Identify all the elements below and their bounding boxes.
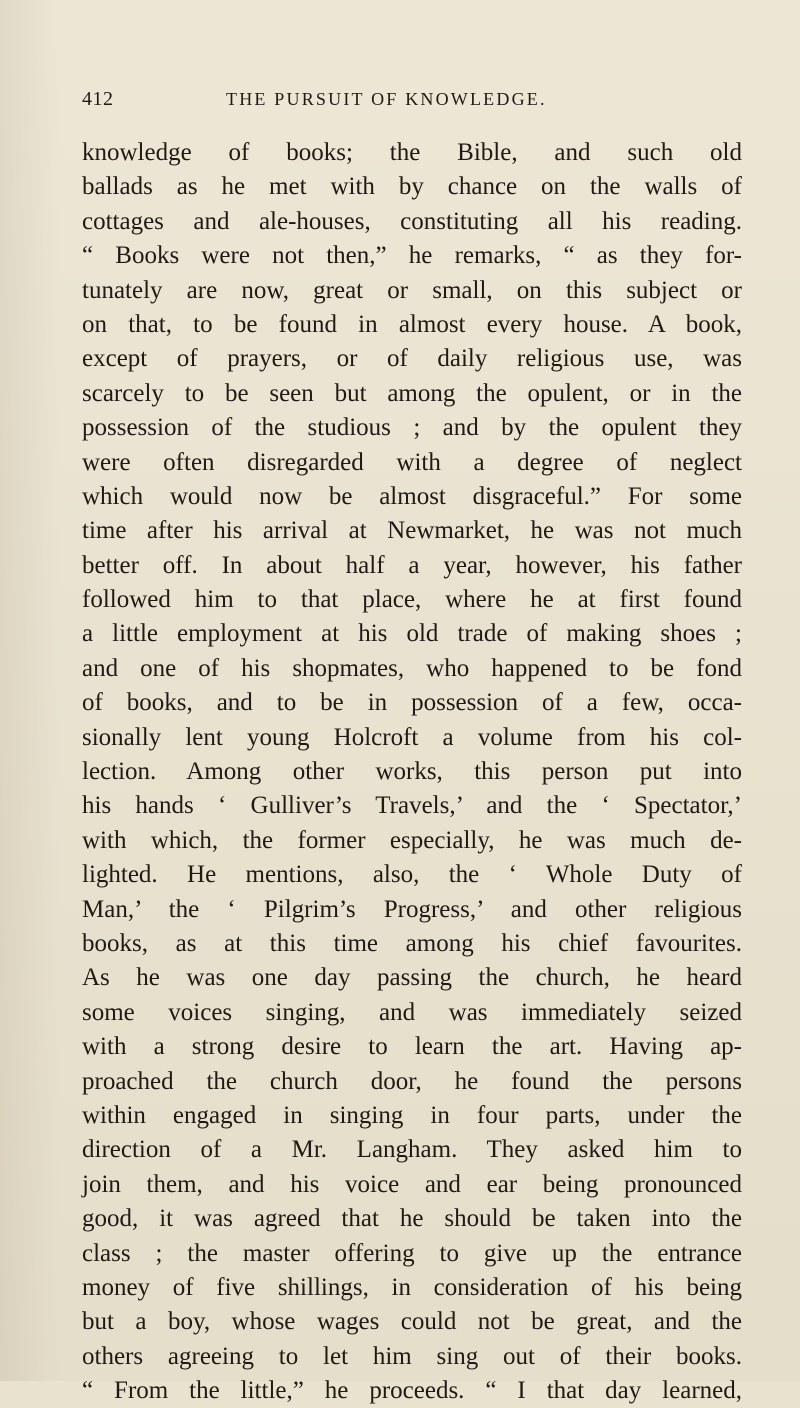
text-line: join them, and his voice and ear being pronounced bbox=[82, 1170, 742, 1198]
text-line: his hands ‘ Gulliver’s Travels,’ and the ‘ Spectator,’ bbox=[82, 792, 742, 820]
text-line: ballads as he met with by chance on the walls of bbox=[82, 173, 742, 201]
text-line: “ Books were not then,” he remarks, “ as they for- bbox=[82, 242, 742, 270]
text-line: proached the church door, he found the persons bbox=[82, 1067, 742, 1095]
text-line: tunately are now, great or small, on this subject or bbox=[82, 276, 742, 304]
text-line: time after his arrival at Newmarket, he was not much bbox=[82, 517, 742, 545]
text-line: money of five shillings, in consideration of his being bbox=[82, 1273, 742, 1301]
text-line: possession of the studious ; and by the opulent they bbox=[82, 414, 742, 442]
running-head bbox=[82, 88, 722, 118]
text-line: except of prayers, or of daily religious use, was bbox=[82, 345, 742, 373]
text-line: Man,’ the ‘ Pilgrim’s Progress,’ and other religious bbox=[82, 895, 742, 923]
text-line: but a boy, whose wages could not be great, and the bbox=[82, 1308, 742, 1336]
text-line: class ; the master offering to give up the entrance bbox=[82, 1239, 742, 1267]
text-line: scarcely to be seen but among the opulent, or in the bbox=[82, 379, 742, 407]
text-line: sionally lent young Holcroft a volume from his col- bbox=[82, 723, 742, 751]
text-line: of books, and to be in possession of a few, occa- bbox=[82, 689, 742, 717]
text-line: which would now be almost disgraceful.” For some bbox=[82, 482, 742, 510]
text-line: cottages and ale-houses, constituting all his reading. bbox=[82, 207, 742, 235]
text-line: others agreeing to let him sing out of their books. bbox=[82, 1342, 742, 1370]
text-line: knowledge of books; the Bible, and such old bbox=[82, 139, 742, 166]
text-line: direction of a Mr. Langham. They asked him to bbox=[82, 1136, 742, 1164]
text-line: with which, the former especially, he was much de- bbox=[82, 826, 742, 854]
text-line: “ From the little,” he proceeds. “ I that day learned, bbox=[82, 1377, 742, 1405]
text-line: on that, to be found in almost every house. A book, bbox=[82, 310, 742, 338]
text-line: books, as at this time among his chief favourites. bbox=[82, 929, 742, 957]
text-line: within engaged in singing in four parts, under the bbox=[82, 1101, 742, 1129]
text-line: a little employment at his old trade of making shoes ; bbox=[82, 620, 742, 648]
running-title: THE PURSUIT OF KNOWLEDGE. bbox=[226, 89, 547, 109]
page-number: 412 bbox=[82, 88, 114, 110]
text-line: some voices singing, and was immediately seized bbox=[82, 998, 742, 1026]
text-line: lection. Among other works, this person put into bbox=[82, 758, 742, 786]
text-line: As he was one day passing the church, he heard bbox=[82, 964, 742, 992]
text-line: and one of his shopmates, who happened to be fond bbox=[82, 654, 742, 682]
text-line: good, it was agreed that he should be taken into the bbox=[82, 1205, 742, 1233]
text-line: lighted. He mentions, also, the ‘ Whole Duty of bbox=[82, 861, 742, 889]
body-text bbox=[82, 136, 742, 1408]
text-line: were often disregarded with a degree of neglect bbox=[82, 448, 742, 476]
text-line: better off. In about half a year, however, his father bbox=[82, 551, 742, 579]
text-line: followed him to that place, where he at first found bbox=[82, 586, 742, 614]
text-line: with a strong desire to learn the art. Having ap- bbox=[82, 1033, 742, 1061]
